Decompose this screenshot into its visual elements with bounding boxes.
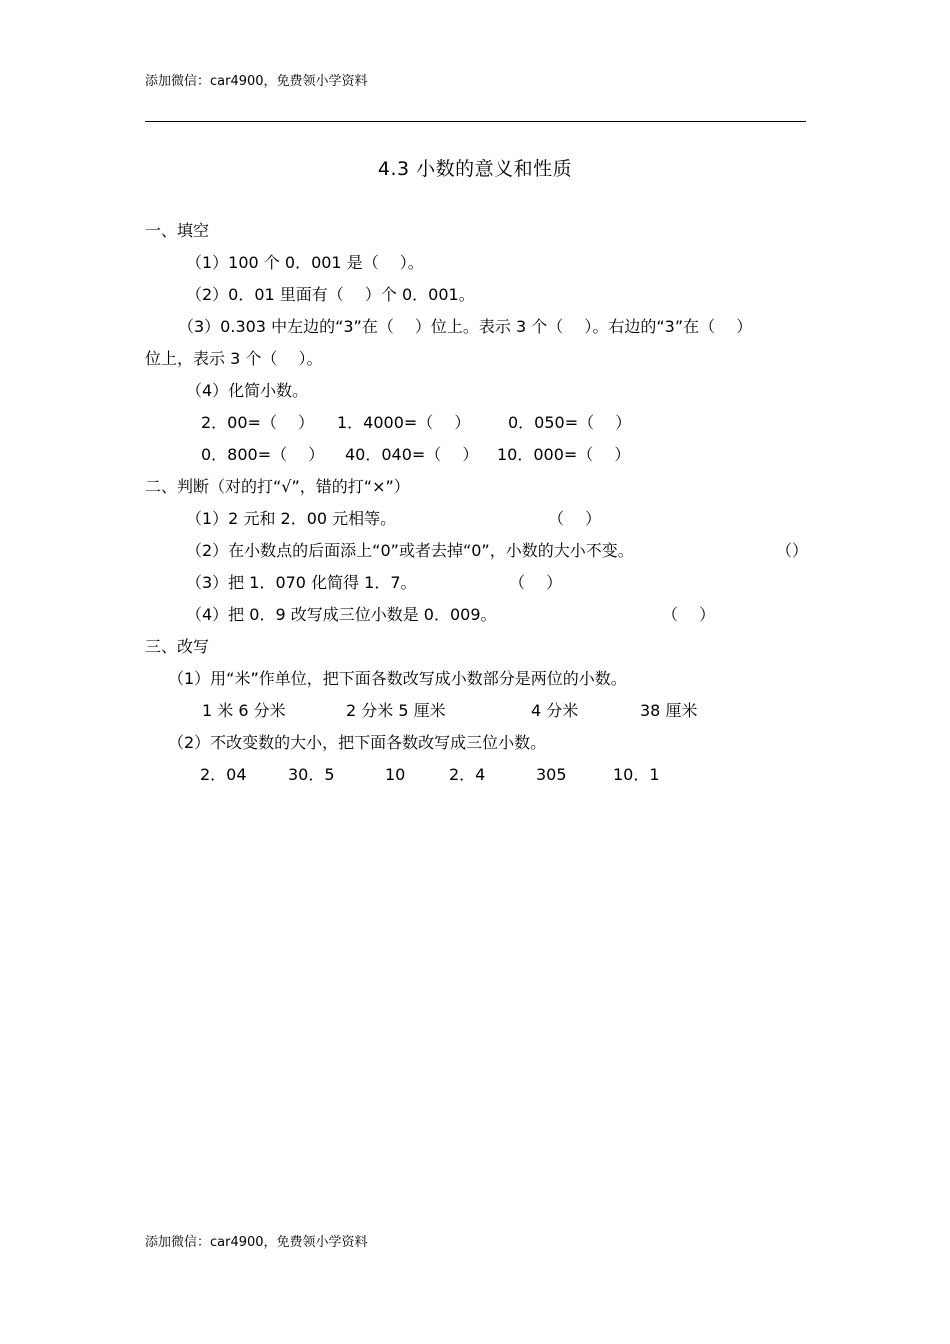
section1-question-4: （4）化简小数。 <box>186 381 309 400</box>
convert-value: 1 米 6 分米 <box>202 701 286 720</box>
footer-note: 添加微信：car4900，免费领小学资料 <box>145 1235 368 1250</box>
simplify-item: 40．040=（ ） <box>345 445 479 464</box>
judge-item-blank: （ ） <box>662 605 716 624</box>
judge-item-text: （2）在小数点的后面添上“0”或者去掉“0”，小数的大小不变。 <box>186 541 634 560</box>
judge-item-text: （3）把 1．070 化简得 1．7。 <box>186 573 417 592</box>
judge-item-text: （4）把 0．9 改写成三位小数是 0．009。 <box>186 605 497 624</box>
section1-question-3-line2: 位上，表示 3 个（ ）。 <box>145 349 323 368</box>
convert-value: 2．4 <box>449 765 486 784</box>
convert-value: 2．04 <box>200 765 247 784</box>
section3-question-1: （1）用“米”作单位，把下面各数改写成小数部分是两位的小数。 <box>168 669 627 688</box>
convert-value: 10．1 <box>613 765 660 784</box>
header-note: 添加微信：car4900，免费领小学资料 <box>145 74 368 89</box>
judge-item-blank: （ ） <box>509 573 563 592</box>
section3-heading: 三、改写 <box>145 637 210 656</box>
section1-question-2: （2）0．01 里面有（ ）个 0．001。 <box>186 285 475 304</box>
simplify-item: 0．050=（ ） <box>508 413 632 432</box>
simplify-item: 2．00=（ ） <box>201 413 315 432</box>
section1-heading: 一、填空 <box>145 221 210 240</box>
simplify-item: 1．4000=（ ） <box>337 413 471 432</box>
judge-item-text: （1）2 元和 2．00 元相等。 <box>186 509 397 528</box>
convert-value: 38 厘米 <box>640 701 698 720</box>
convert-value: 2 分米 5 厘米 <box>346 701 446 720</box>
convert-value: 4 分米 <box>531 701 579 720</box>
judge-item-blank: （ ） <box>548 509 602 528</box>
header-divider <box>145 121 806 122</box>
simplify-item: 0．800=（ ） <box>201 445 325 464</box>
convert-value: 10 <box>385 765 406 784</box>
section3-question-2: （2）不改变数的大小，把下面各数改写成三位小数。 <box>168 733 547 752</box>
convert-value: 30．5 <box>288 765 335 784</box>
convert-value: 305 <box>536 765 567 784</box>
section1-question-1: （1）100 个 0．001 是（ ）。 <box>186 253 424 272</box>
section1-question-3-line1: （3）0.303 中左边的“3”在（ ）位上。表示 3 个（ ）。右边的“3”在（ ） <box>178 317 753 336</box>
judge-item-blank: （） <box>776 541 809 560</box>
simplify-item: 10．000=（ ） <box>497 445 631 464</box>
section2-heading: 二、判断（对的打“√”，错的打“×”） <box>145 477 410 496</box>
page-title: 4.3 小数的意义和性质 <box>377 158 573 180</box>
